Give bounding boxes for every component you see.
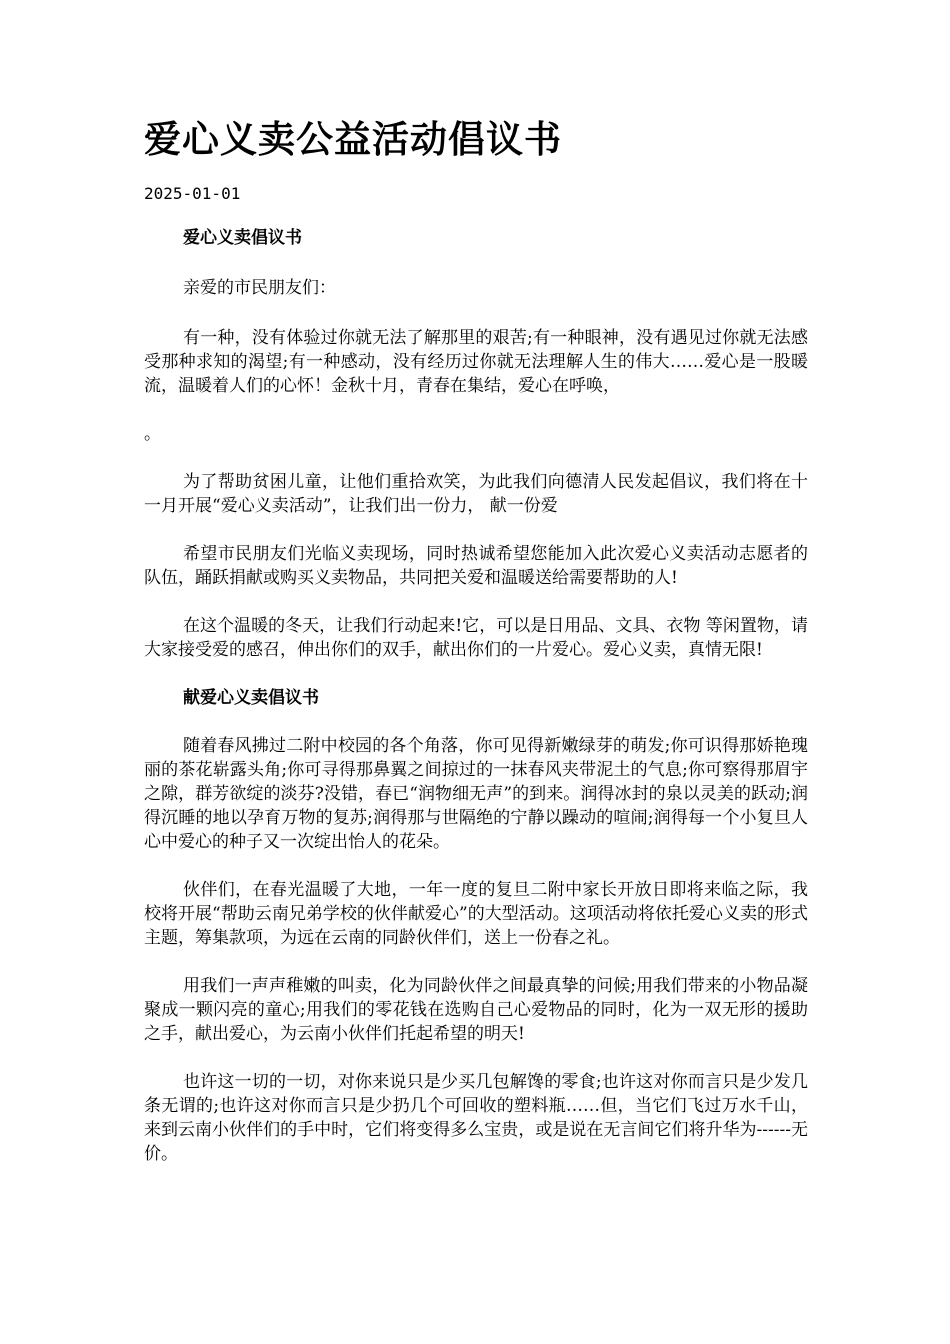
page-title: 爱心义卖公益活动倡议书 (144, 118, 562, 161)
paragraph-2: 为了帮助贫困儿童，让他们重拾欢笑，为此我们向德清人民发起倡议，我们将在十一月开展“爱心义卖活动”，让我们出一份力， 献一份爱 (144, 472, 808, 516)
paragraph-4: 在这个温暖的冬天，让我们行动起来!它，可以是日用品、文具、衣物 等闲置物，请大家接受爱的感召，伸出你们的双手，献出你们的一片爱心。爱心义卖，真情无限! (144, 616, 808, 660)
paragraph-7: 用我们一声声稚嫩的叫卖，化为同龄伙伴之间最真挚的问候;用我们带来的小物品凝聚成一颗闪亮的童心;用我们的零花钱在选购自己心爱物品的同时，化为一双无形的援助之手，献出爱心，为云南小伙伴们托起希望的明天! (144, 976, 808, 1044)
section-heading-2: 献爱心义卖倡议书 (183, 688, 319, 708)
paragraph-3: 希望市民朋友们光临义卖现场，同时热诚希望您能加入此次爱心义卖活动志愿者的队伍，踊跃捐献或购买义卖物品，共同把关爱和温暖送给需要帮助的人! (144, 544, 808, 588)
document-body (144, 226, 808, 1166)
paragraph-1: 有一种，没有体验过你就无法了解那里的艰苦;有一种眼神，没有遇见过你就无法感受那种求知的渴望;有一种感动，没有经历过你就无法理解人生的伟大……爱心是一股暖流，温暖着人们的心怀！金秋十月，青春在集结，爱心在呼唤， (144, 328, 808, 396)
paragraph-dot: 。 (144, 424, 161, 444)
paragraph-8: 也许这一切的一切，对你来说只是少买几包解馋的零食;也许这对你而言只是少发几条无谓的;也许这对你而言只是少扔几个可回收的塑料瓶……但，当它们飞过万水千山，来到云南小伙伴们的手中时，它们将变得多么宝贵，或是说在无言间它们将升华为------无价。 (144, 1072, 808, 1164)
publish-date: 2025-01-01 (144, 184, 241, 203)
paragraph-6: 伙伴们，在春光温暖了大地，一年一度的复旦二附中家长开放日即将来临之际，我校将开展“帮助云南兄弟学校的伙伴献爱心”的大型活动。这项活动将依托爱心义卖的形式主题，筹集款项，为远在云南的同龄伙伴们，送上一份春之礼。 (144, 880, 808, 948)
salutation: 亲爱的市民朋友们： (183, 278, 336, 298)
paragraph-5: 随着春风拂过二附中校园的各个角落，你可见得新嫩绿芽的萌发;你可识得那娇艳瑰丽的茶花崭露头角;你可寻得那鼻翼之间掠过的一抹春风夹带泥土的气息;你可察得那眉宇之隙，群芳欲绽的淡芬?没错，春已“润物细无声”的到来。润得冰封的泉以灵美的跃动;润得沉睡的地以孕育万物的复苏;润得那与世隔绝的宁静以躁动的喧闹;润得每一个小复旦人心中爱心的种子又一次绽出怡人的花朵。 (144, 736, 808, 852)
section-heading-1: 爱心义卖倡议书 (183, 228, 302, 248)
